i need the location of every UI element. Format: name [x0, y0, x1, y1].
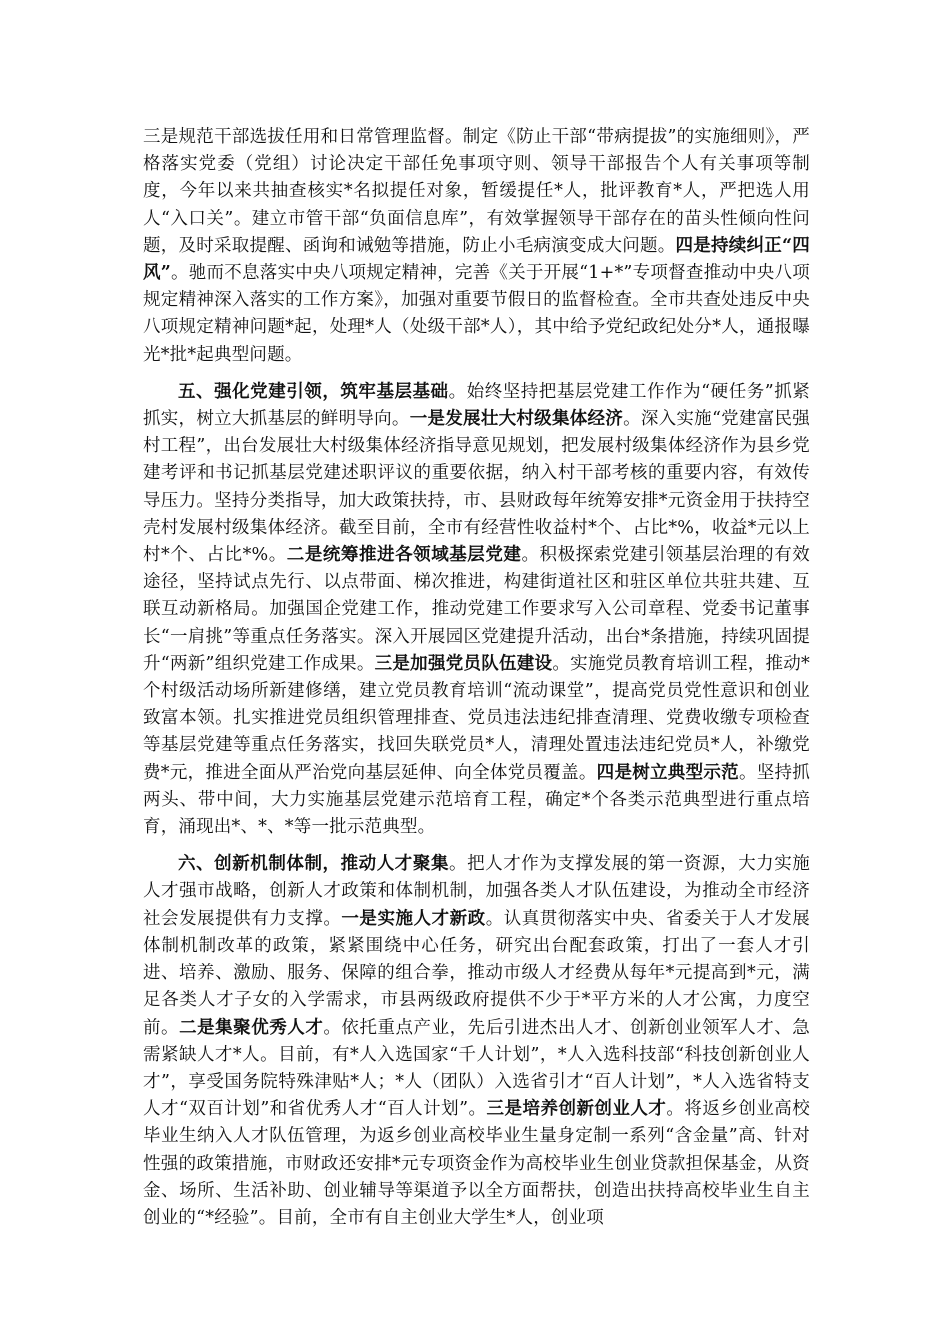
- text-run: 。把人才作为支撑发展的第一资源，大力实施人才强市战略，创新人才政策和体制机制，加强各类人才队伍建设，为推动全市经济社会发展提供有力支撑。: [143, 854, 810, 929]
- heading-run: 四是树立典型示范: [596, 762, 739, 783]
- paragraph-cadre-supervision: [143, 124, 810, 369]
- paragraph-party-building: [143, 379, 810, 841]
- text-run: 。深入实施“党建富民强村工程”，出台发展壮大村级集体经济指导意见规划，把发展村级集体经济作为县乡党建考评和书记抓基层党建述职评议的重要依据，纳入村干部考核的重要内容，有效传导压力。坚持分类指导，加大政策扶持，市、县财政每年统筹安排*元资金用于扶持空壳村发展村级集体经济。截至目前，全市有经营性收益村*个、占比*%，收益*元以上村*个、占比*%。: [143, 409, 811, 566]
- paragraph-talent: [143, 851, 810, 1232]
- heading-run: 二是统筹推进各领域基层党建: [286, 545, 522, 566]
- heading-run: 二是集聚优秀人才: [179, 1017, 324, 1038]
- text-run: 。将返乡创业高校毕业生纳入人才队伍管理，为返乡创业高校毕业生量身定制一系列“含金量”高、针对性强的政策措施，市财政还安排*元专项资金作为高校毕业生创业贷款担保基金，从资金、场所、生活补助、创业辅导等渠道予以全方面帮扶，创造出扶持高校毕业生自主创业的“*经验”。目前，全市有自主创业大学生*人，创业项: [143, 1099, 810, 1228]
- heading-run: 三是加强党员队伍建设: [374, 653, 553, 674]
- heading-run: 一是实施人才新政: [341, 908, 486, 929]
- section-heading: 五、强化党建引领，筑牢基层基础: [178, 381, 449, 402]
- text-run: 。积极探索党建引领基层治理的有效途径，坚持试点先行、以点带面、梯次推进，构建街道社区和驻区单位共驻共建、互联互动新格局。加强国企党建工作，推动党建工作要求写入公司章程、党委书记董事长“一肩挑”等重点任务落实。深入开展园区党建提升活动，出台*条措施，持续巩固提升“两新”组织党建工作成果。: [143, 545, 810, 674]
- heading-run: 三是培养创新创业人才: [486, 1099, 667, 1120]
- text-run: 。驰而不息落实中央八项规定精神，完善《关于开展“1+*”专项督查推动中央八项规定精神深入落实的工作方案》，加强对重要节假日的监督检查。全市共查处违反中央八项规定精神问题*起，处理*人（处级干部*人），其中给予党纪政纪处分*人，通报曝光*批*起典型问题。: [143, 263, 810, 365]
- section-heading: 六、创新机制体制，推动人才聚集: [178, 854, 450, 875]
- text-run: 三是规范干部选拔任用和日常管理监督。制定《防止干部“带病提拔”的实施细则》，严格落实党委（党组）讨论决定干部任免事项守则、领导干部报告个人有关事项等制度，今年以来共抽查核实*名拟提任对象，暂缓提任*人，批评教育*人，严把选人用人“入口关”。建立市管干部“负面信息库”，有效掌握领导干部存在的苗头性倾向性问题，及时采取提醒、函询和诫勉等措施，防止小毛病演变成大问题。: [143, 127, 810, 256]
- text-run: 。依托重点产业，先后引进杰出人才、创新创业领军人才、急需紧缺人才*人。目前，有*人入选国家“千人计划”，*人入选科技部“科技创新创业人才”，享受国务院特殊津贴*人；*人（团队）入选省引才“百人计划”，*人入选省特支人才“双百计划”和省优秀人才“百人计划”。: [143, 1017, 810, 1120]
- heading-run: 一是发展壮大村级集体经济: [409, 409, 624, 430]
- document-body: [143, 124, 810, 1232]
- text-run: 。始终坚持把基层党建工作作为“硬任务”抓紧抓实，树立大抓基层的鲜明导向。: [143, 381, 811, 430]
- text-run: 。坚持抓两头、带中间，大力实施基层党建示范培育工程，确定*个各类示范典型进行重点培育，涌现出*、*、*等一批示范典型。: [143, 762, 810, 838]
- text-run: 。认真贯彻落实中央、省委关于人才发展体制机制改革的政策，紧紧围绕中心任务，研究出台配套政策，打出了一套人才引进、培养、激励、服务、保障的组合拳，推动市级人才经费从每年*元提高到*元，满足各类人才子女的入学需求，市县两级政府提供不少于*平方米的人才公寓，力度空前。: [143, 908, 810, 1038]
- heading-run: 四是持续纠正“四风”: [143, 235, 810, 284]
- text-run: 。实施党员教育培训工程，推动*个村级活动场所新建修缮，建立党员教育培训“流动课堂”，提高党员党性意识和创业致富本领。扎实推进党员组织管理排查、党员违法违纪排查清理、党费收缴专项检查等基层党建等重点任务落实，找回失联党员*人，清理处置违法违纪党员*人，补缴党费*元，推进全面从严治党向基层延伸、向全体党员覆盖。: [143, 653, 810, 783]
